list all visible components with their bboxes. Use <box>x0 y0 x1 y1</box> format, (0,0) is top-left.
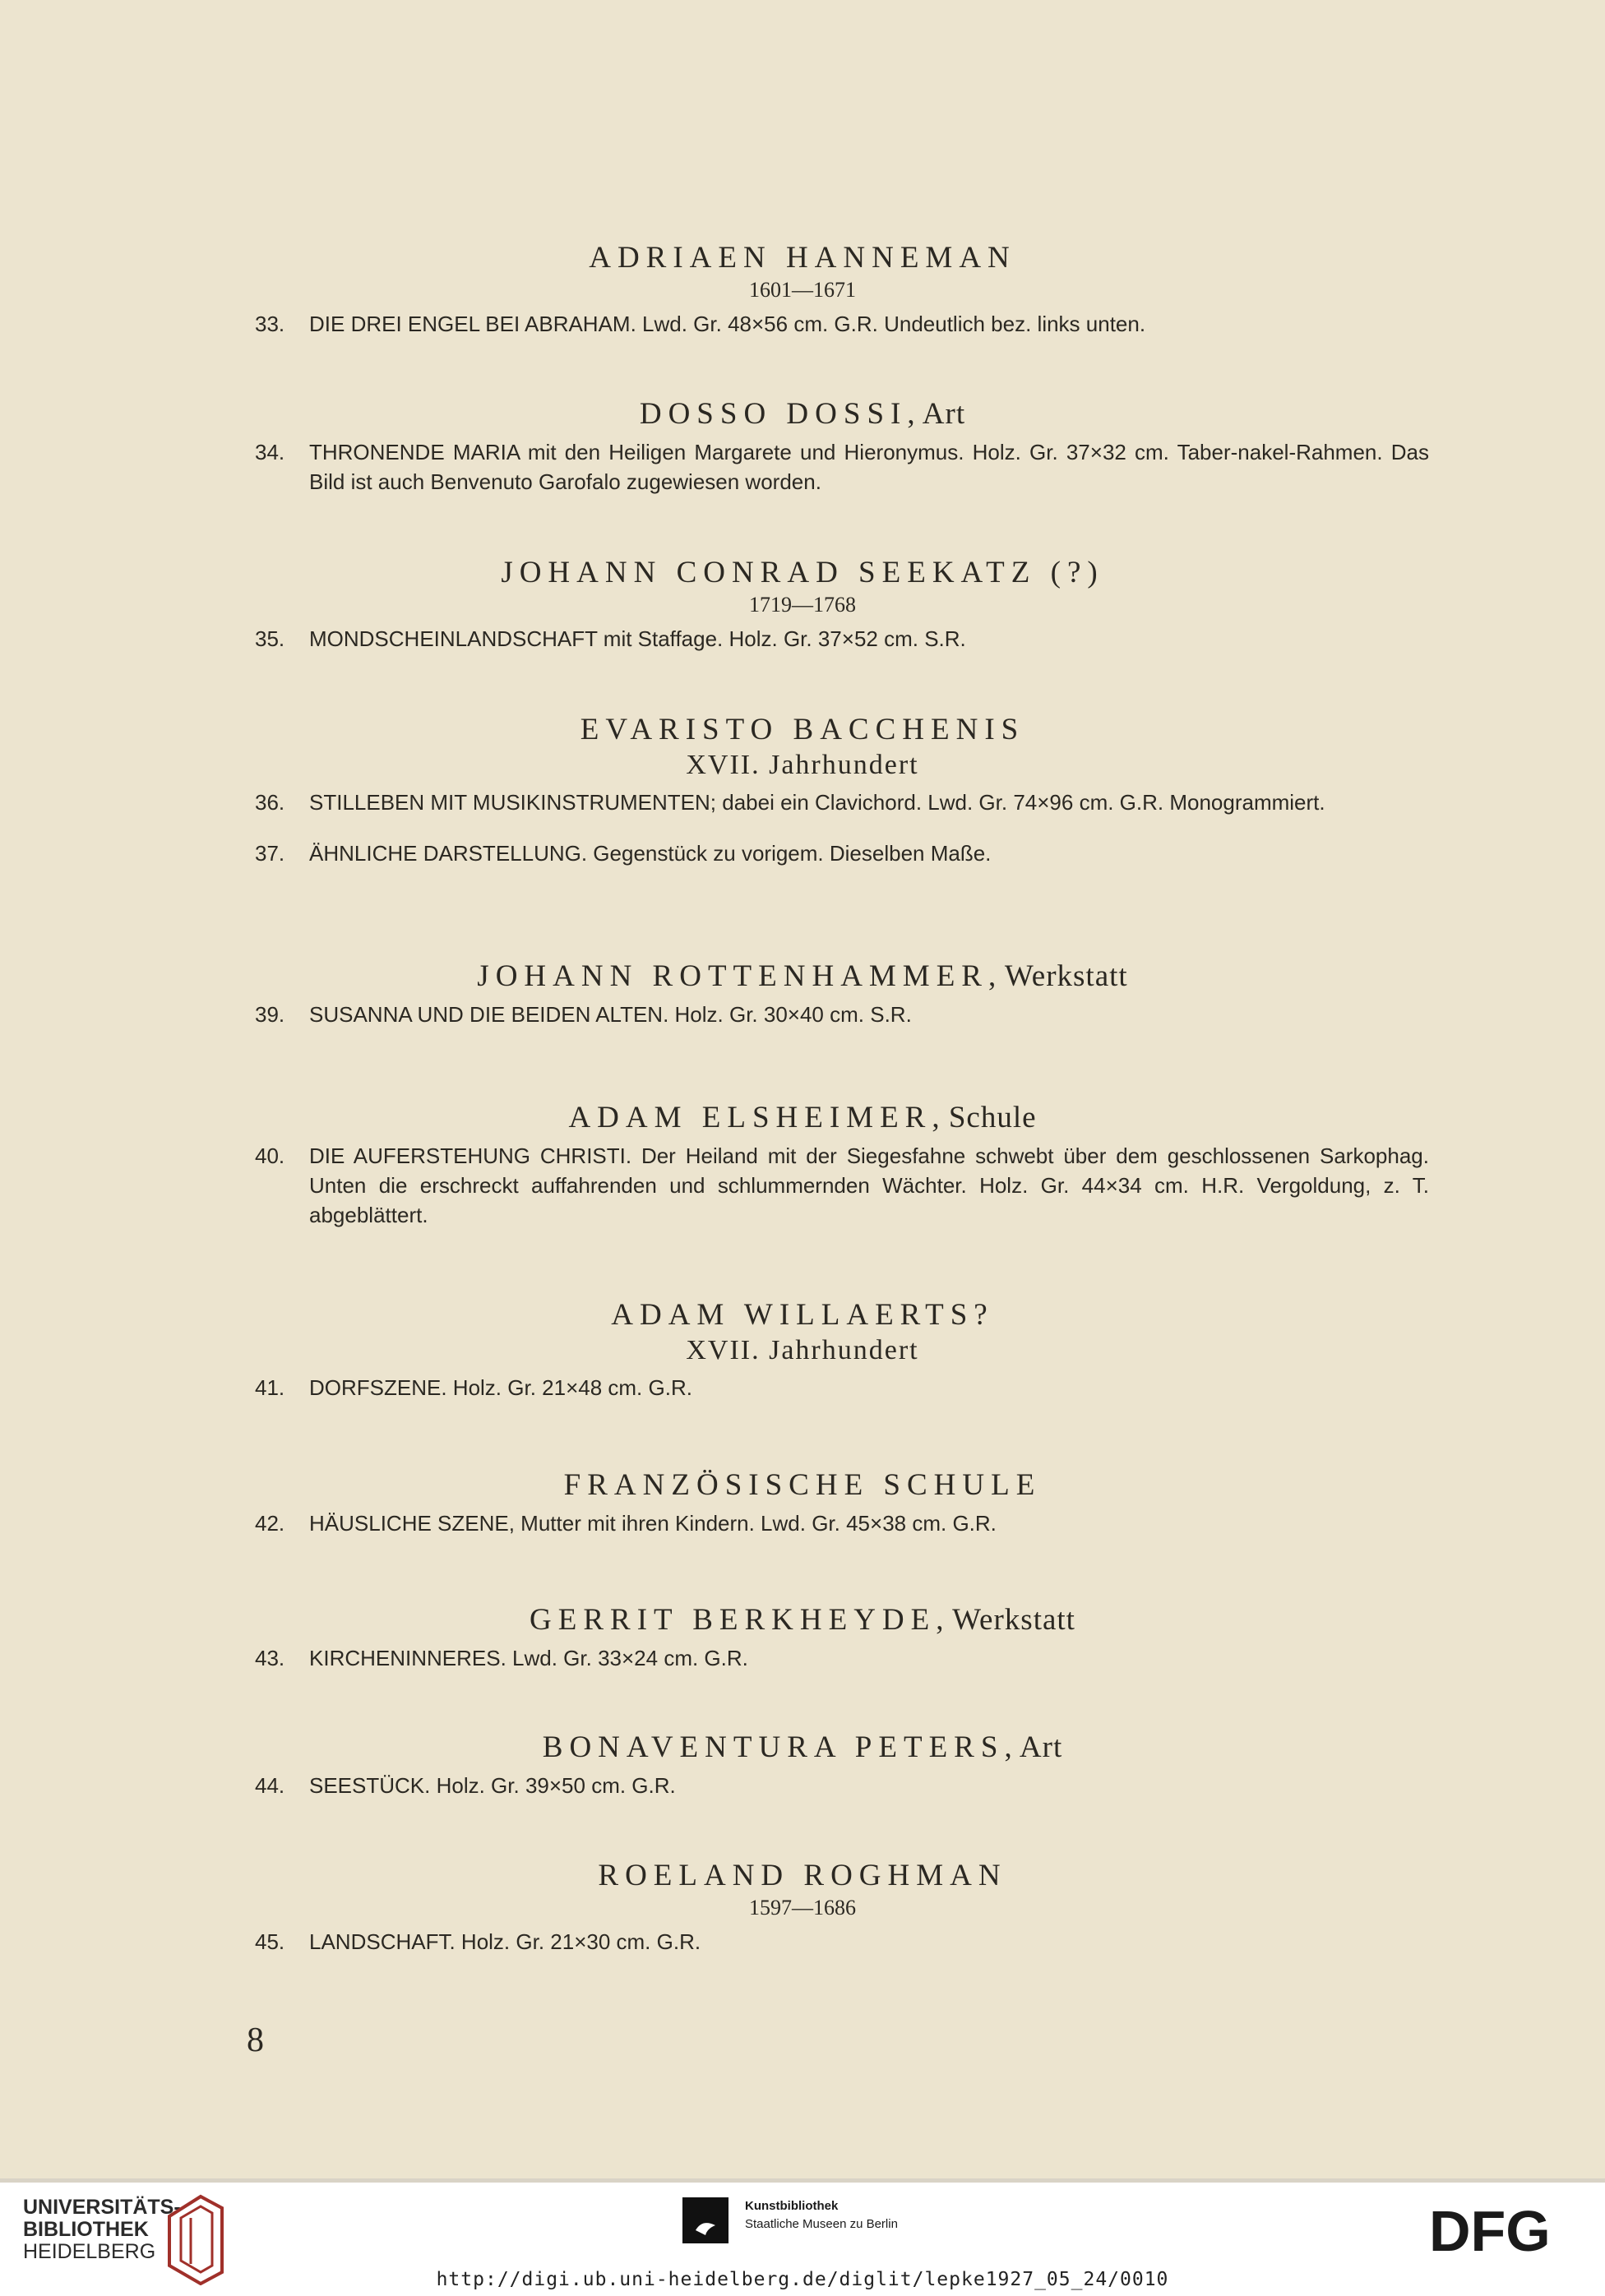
item-description: SEESTÜCK. Holz. Gr. 39×50 cm. G.R. <box>309 1773 676 1798</box>
catalog-item <box>0 1508 1605 1538</box>
dfg-logo-text: DFG <box>1429 2203 1551 2261</box>
artist-century: XVII. Jahrhundert <box>686 750 919 780</box>
item-number: 33. <box>255 312 285 336</box>
entry-elsheimer <box>0 1100 1605 1230</box>
item-description: DIE AUFERSTEHUNG CHRISTI. Der Heiland mit der Siegesfahne schwebt über dem geschlossenen Sarkophag. Unten die erschreckt auffahrenden und schlummernden Wächter. Holz. Gr. 44×34 cm. H.R. Vergoldung, z. T. abgeblättert. <box>309 1143 1429 1227</box>
artist-dates: 1719—1768 <box>749 593 856 617</box>
item-number: 39. <box>255 1002 285 1027</box>
source-url[interactable]: http://digi.ub.uni-heidelberg.de/diglit/lepke1927_05_24/0010 <box>436 2269 1169 2290</box>
entry-hanneman <box>0 240 1605 339</box>
page-number: 8 <box>247 2021 264 2059</box>
artist-heading: EVARISTO BACCHENIS <box>580 713 1025 746</box>
item-number: 36. <box>255 790 285 815</box>
artist-century: XVII. Jahrhundert <box>686 1335 919 1365</box>
entry-willaerts <box>0 1297 1605 1402</box>
entry-roghman <box>0 1858 1605 1956</box>
item-number: 35. <box>255 626 285 651</box>
catalog-item <box>0 309 1605 339</box>
ub-line-2: BIBLIOTHEK <box>23 2218 149 2241</box>
catalog-item <box>0 1373 1605 1402</box>
item-number: 41. <box>255 1375 285 1400</box>
artist-heading: BONAVENTURA PETERS, Art <box>542 1730 1063 1764</box>
artist-heading: ADAM ELSHEIMER, Schule <box>568 1101 1037 1134</box>
artist-dates: 1601—1671 <box>749 278 856 302</box>
kunstbibliothek-subtitle: Staatliche Museen zu Berlin <box>745 2217 898 2231</box>
item-number: 34. <box>255 440 285 464</box>
kunstbibliothek-emblem-icon <box>682 2197 728 2243</box>
artist-heading: ADRIAEN HANNEMAN <box>589 241 1016 275</box>
entry-franzoesische-schule <box>0 1467 1605 1538</box>
ub-line-3: HEIDELBERG <box>23 2240 156 2263</box>
dfg-logo[interactable] <box>1429 2203 1585 2261</box>
catalog-item <box>0 1771 1605 1800</box>
artist-dates: 1597—1686 <box>749 1896 856 1919</box>
catalog-item <box>0 788 1605 817</box>
item-number: 44. <box>255 1773 285 1798</box>
item-description: THRONENDE MARIA mit den Heiligen Margarete und Hieronymus. Holz. Gr. 37×32 cm. Taber-nakel-Rahmen. Das Bild ist auch Benvenuto Garofalo zugewiesen worden. <box>309 440 1429 494</box>
ub-line-1: UNIVERSITÄTS- <box>23 2196 181 2219</box>
catalog-item <box>0 1927 1605 1956</box>
artist-heading: GERRIT BERKHEYDE, Werkstatt <box>530 1603 1075 1637</box>
item-description: LANDSCHAFT. Holz. Gr. 21×30 cm. G.R. <box>309 1929 701 1954</box>
item-description: DIE DREI ENGEL BEI ABRAHAM. Lwd. Gr. 48×56 cm. G.R. Undeutlich bez. links unten. <box>309 312 1146 336</box>
item-description: HÄUSLICHE SZENE, Mutter mit ihren Kindern. Lwd. Gr. 45×38 cm. G.R. <box>309 1511 997 1536</box>
item-description: MONDSCHEINLANDSCHAFT mit Staffage. Holz. Gr. 37×52 cm. S.R. <box>309 626 966 651</box>
artist-heading: ADAM WILLAERTS? <box>611 1298 994 1332</box>
catalog-item <box>0 437 1605 497</box>
catalog-item <box>0 838 1605 868</box>
artist-heading: JOHANN CONRAD SEEKATZ (?) <box>501 556 1104 589</box>
item-description: KIRCHENINNERES. Lwd. Gr. 33×24 cm. G.R. <box>309 1646 748 1670</box>
catalog-item <box>0 624 1605 654</box>
artist-heading: DOSSO DOSSI, Art <box>639 397 966 431</box>
catalog-item <box>0 1643 1605 1673</box>
item-description: SUSANNA UND DIE BEIDEN ALTEN. Holz. Gr. 30×40 cm. S.R. <box>309 1002 912 1027</box>
item-description: STILLEBEN MIT MUSIKINSTRUMENTEN; dabei ein Clavichord. Lwd. Gr. 74×96 cm. G.R. Monogrammiert. <box>309 790 1325 815</box>
item-description: DORFSZENE. Holz. Gr. 21×48 cm. G.R. <box>309 1375 692 1400</box>
entry-peters <box>0 1730 1605 1800</box>
item-number: 45. <box>255 1929 285 1954</box>
entry-bacchenis <box>0 712 1605 868</box>
item-number: 43. <box>255 1646 285 1670</box>
kunstbibliothek-title: Kunstbibliothek <box>745 2199 839 2213</box>
artist-heading: JOHANN ROTTENHAMMER, Werkstatt <box>477 959 1128 993</box>
item-number: 42. <box>255 1511 285 1536</box>
entry-rottenhammer <box>0 959 1605 1029</box>
catalog-item <box>0 1141 1605 1230</box>
entry-dossi <box>0 396 1605 497</box>
artist-heading: ROELAND ROGHMAN <box>598 1859 1007 1892</box>
catalog-item <box>0 1000 1605 1029</box>
entry-berkheyde <box>0 1602 1605 1673</box>
item-number: 40. <box>255 1143 285 1168</box>
entry-seekatz <box>0 555 1605 654</box>
ub-heidelberg-logo[interactable] <box>23 2197 181 2263</box>
item-number: 37. <box>255 841 285 866</box>
artist-heading: FRANZÖSISCHE SCHULE <box>563 1468 1042 1502</box>
item-description: ÄHNLICHE DARSTELLUNG. Gegenstück zu vorigem. Dieselben Maße. <box>309 841 992 866</box>
